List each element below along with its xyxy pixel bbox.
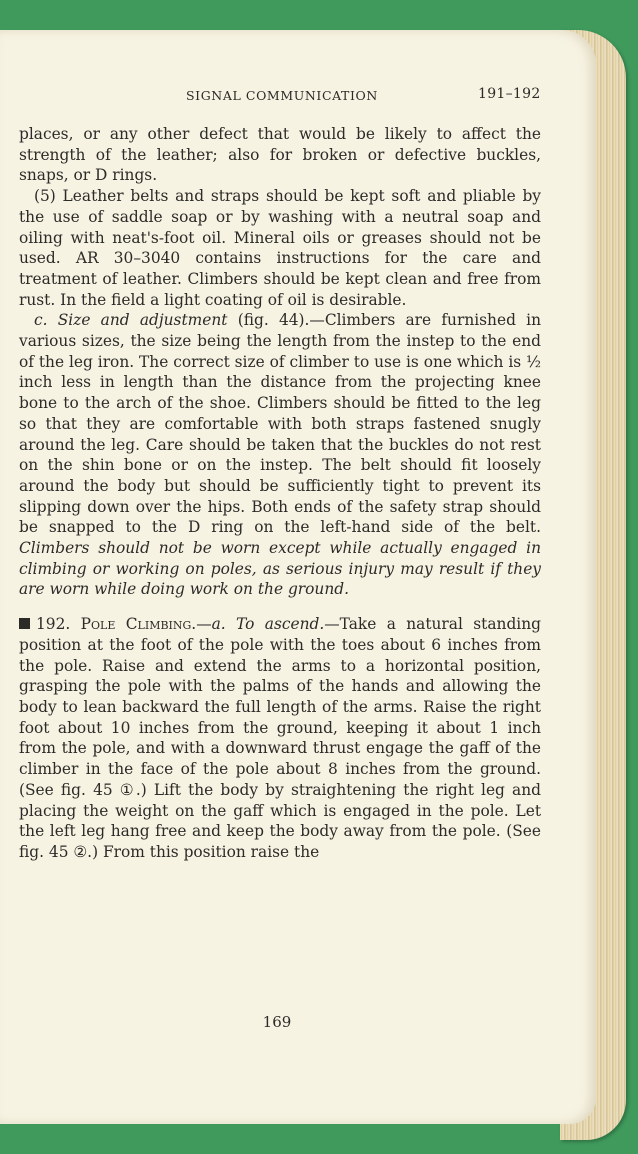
paragraph-continued: places, or any other defect that would be likely to affect the strength of the leather; also for broken or defective buckles, snaps, or D rings. <box>19 125 541 185</box>
running-title: SIGNAL COMMUNICATION <box>186 88 378 103</box>
section-title: Pole Climbing. <box>80 615 197 634</box>
section-192 <box>19 614 541 862</box>
paragraph-range: 191–192 <box>478 86 541 102</box>
subsection-label: c. Size and adjustment <box>34 311 228 330</box>
section-marker-icon <box>19 618 30 629</box>
page-header <box>0 86 596 106</box>
section-number: 192. <box>36 615 71 634</box>
book-page <box>0 30 596 1124</box>
section-sublabel: a. To ascend. <box>211 615 325 634</box>
paragraph-leather-care: (5) Leather belts and straps should be kept soft and pliable by the use of saddle soap or by washing with a neutral soap and oiling with neat's-foot oil. Mineral oils or greases should not be used. AR 30–3040 contains instructions for the care and treatment of leather. Climbers should be kept clean and free from rust. In the field a light coating of oil is desirable. <box>19 187 541 309</box>
paragraph-size-adjustment <box>19 310 541 600</box>
body-text <box>19 124 541 863</box>
section-dash: — <box>196 615 212 634</box>
warning-text: Climbers should not be worn except while actually engaged in climbing or working on poles, as serious injury may result if they are worn while doing work on the ground. <box>19 539 541 599</box>
page-number: 169 <box>262 1013 292 1031</box>
section-text: —Take a natural standing position at the foot of the pole with the toes about 6 inches from the pole. Raise and extend the arms to a horizontal position, grasping the pole with the palms of the hands and allowing the body to lean backward the full length of the arms. Raise the right foot about 10 inches from the ground, keeping it about 1 inch from the pole, and with a downward thrust engage the gaff of the climber in the face of the pole about 8 inches from the ground. (See fig. 45 ①.) Lift the body by straightening the right leg and placing the weight on the gaff which is engaged in the pole. Let the left leg hang free and keep the body away from the pole. (See fig. 45 ②.) From this position raise the <box>19 615 541 861</box>
subsection-text: (fig. 44).—Climbers are furnished in various sizes, the size being the length from the instep to the end of the leg iron. The correct size of climber to use is one which is ½ inch less in length than the distance from the projecting knee bone to the arch of the shoe. Climbers should be fitted to the leg so that they are comfortable with both straps fastened snugly around the leg. Care should be taken that the buckles do not rest on the shin bone or on the instep. The belt should fit loosely around the body but should be sufficiently tight to prevent its slipping down over the hips. Both ends of the safety strap should be snapped to the D ring on the left-hand side of the belt. <box>19 311 542 537</box>
